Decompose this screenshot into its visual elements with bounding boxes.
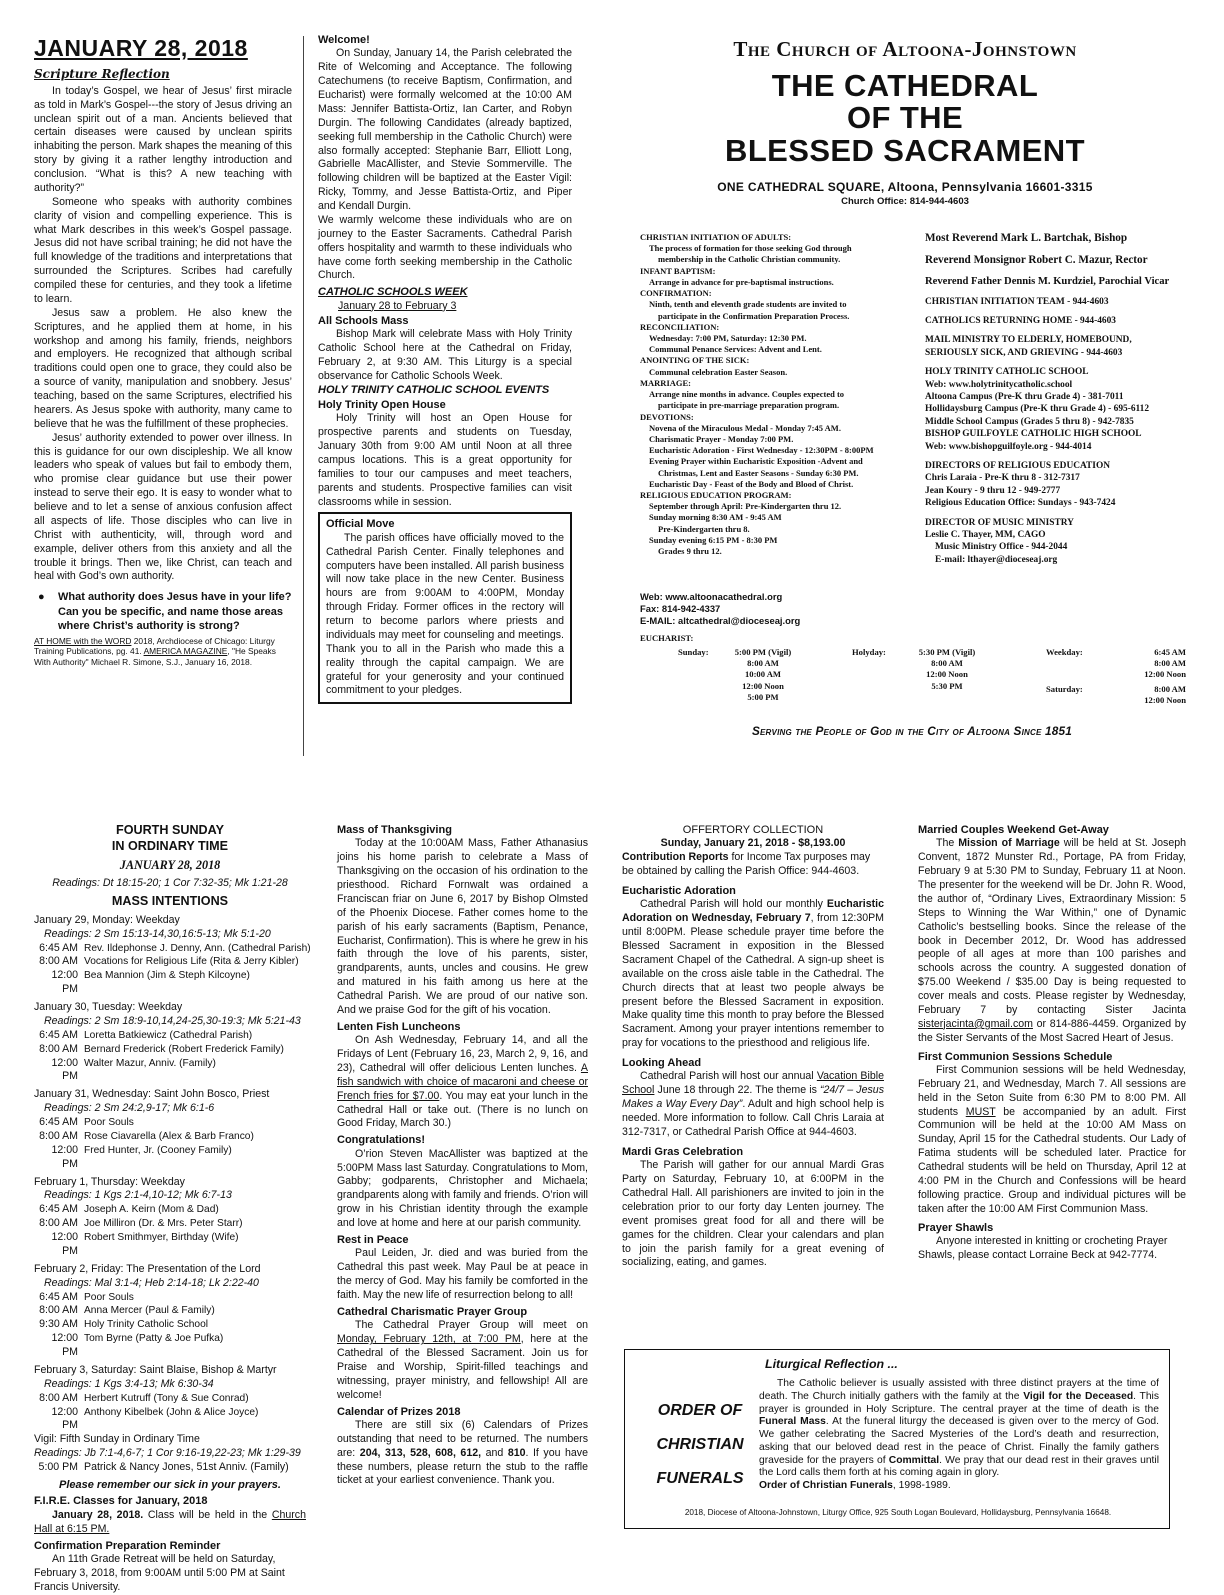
directory-line: Communal Penance Services: Advent and Lent. bbox=[649, 344, 822, 355]
mass-time: 8:00 AM bbox=[39, 955, 78, 968]
holyday-label: Holyday: bbox=[852, 647, 886, 657]
mass-time: 9:30 AM bbox=[39, 1318, 78, 1331]
serving-tagline: Serving the People of God in the City of Altoona Since 1851 bbox=[751, 724, 1073, 738]
directory-spacer bbox=[925, 308, 1205, 315]
sunday-mass-time: 5:00 PM (Vigil) bbox=[734, 647, 792, 657]
welcome-text-2: We warmly welcome these individuals who are on journey to the Easter Sacraments. Cathedral Parish offers hospitality and warmth to these individuals who have come forth seeking membership in the Catholic Church. bbox=[318, 213, 572, 282]
mass-intention bbox=[34, 1043, 306, 1057]
offertory-amount: Sunday, January 21, 2018 - $8,193.00 bbox=[660, 837, 846, 850]
directory-spacer bbox=[925, 453, 1205, 460]
open-house-text: Holy Trinity will host an Open House for prospective parents and students on Tuesday, January 30th from 9:00 AM until Noon at all three campus locations. This is a great opportunity for families to tour our campuses and meet teachers, parents and students. Prospective families can visit classrooms while in session. bbox=[318, 412, 572, 508]
directory-line: Communal celebration Easter Season. bbox=[649, 366, 788, 377]
mass-day bbox=[34, 1001, 306, 1084]
first-communion-title: First Communion Sessions Schedule bbox=[918, 1050, 1113, 1063]
mass-day-title: February 2, Friday: The Presentation of the Lord bbox=[34, 1262, 261, 1275]
mass-intention-name: Bea Mannion (Jim & Steph Kilcoyne) bbox=[84, 970, 250, 982]
weekday-mass-time: 6:45 AM bbox=[1154, 647, 1186, 657]
mass-day bbox=[34, 913, 311, 997]
welcome-column bbox=[318, 33, 572, 753]
diocese-name: The Church of Altoona-Johnstown bbox=[733, 37, 1077, 61]
parish-news-column bbox=[337, 823, 588, 1553]
staff-line: Web: www.bishopguilfoyle.org - 944-4014 bbox=[925, 441, 1092, 452]
reflection-paragraph: Jesus’ authority extended to power over illness. In this is guidance for our own discipleship. We all know leaders who speak of values but fail to embody them, who promise clear guidance but use their power instead to serve their ego. It is easy to wonder what to believe and to let a sense of anxious confusion affect all aspects of life. Those disciples who can live in Christ with authenticity, will, through word and example, deliver others from this anxiety and all the trouble it brings. Then we, like Christ, can teach and heal with God’s own authority. bbox=[34, 431, 292, 583]
mass-day-title: February 3, Saturday: Saint Blaise, Bishop & Martyr bbox=[34, 1363, 277, 1376]
mass-time: 12:00 PM bbox=[51, 1332, 78, 1359]
directory-spacer bbox=[925, 289, 1205, 296]
welcome-title: Welcome! bbox=[318, 34, 370, 46]
mass-intention-name: Vocations for Religious Life (Rita & Jerry Kibler) bbox=[84, 956, 299, 968]
mass-intentions-column bbox=[34, 823, 311, 1593]
mass-intention-name: Poor Souls bbox=[84, 1291, 134, 1303]
staff-line: CHRISTIAN INITIATION TEAM - 944-4603 bbox=[925, 296, 1109, 307]
liturgical-reflection-footer: 2018, Diocese of Altoona-Johnstown, Liturgy Office, 925 South Logan Boulevard, Hollidaysburg, Pennsylvania 16648. bbox=[684, 1508, 1112, 1517]
directory-heading: CHRISTIAN INITIATION OF ADULTS: bbox=[640, 232, 792, 242]
mass-intention bbox=[34, 1406, 306, 1434]
catholic-schools-week-dates: January 28 to February 3 bbox=[338, 299, 457, 312]
mass-time: 6:45 AM bbox=[39, 1203, 78, 1216]
directory-line: Arrange in advance for pre-baptismal instructions. bbox=[649, 276, 834, 287]
mass-time: 12:00 PM bbox=[51, 1143, 78, 1170]
directory-spacer bbox=[925, 327, 1205, 334]
staff-line: Leslie C. Thayer, MM, CAGO bbox=[925, 530, 1046, 541]
directory-line: Novena of the Miraculous Medal - Monday 7:45 AM. bbox=[649, 422, 841, 433]
directory-line: Pre-Kindergarten thru 8. bbox=[658, 523, 750, 534]
mass-day bbox=[34, 1364, 306, 1433]
mass-time: 12:00 PM bbox=[51, 1231, 78, 1257]
mass-time: 12:00 PM bbox=[51, 969, 78, 996]
directory-line: Grades 9 thru 12. bbox=[658, 546, 722, 557]
official-move-title: Official Move bbox=[326, 518, 395, 531]
directory-line: Ninth, tenth and eleventh grade students are invited to bbox=[649, 299, 847, 310]
staff-line: Most Reverend Mark L. Bartchak, Bishop bbox=[925, 232, 1128, 244]
sunday-title: FOURTH SUNDAY bbox=[116, 823, 224, 837]
directory-spacer bbox=[925, 246, 1205, 253]
catholic-schools-week-title: CATHOLIC SCHOOLS WEEK bbox=[318, 286, 468, 299]
mass-day bbox=[34, 1176, 306, 1259]
directory-heading: RELIGIOUS EDUCATION PROGRAM: bbox=[640, 490, 792, 501]
staff-line: SERIOUSLY SICK, AND GRIEVING - 944-4603 bbox=[925, 347, 1123, 358]
directory-line: The process of formation for those seeking God through bbox=[649, 243, 852, 254]
mass-intention bbox=[34, 1231, 306, 1259]
vigil-title: Vigil: Fifth Sunday in Ordinary Time bbox=[34, 1433, 200, 1446]
cathedral-name-line: OF THE bbox=[846, 100, 964, 136]
holyday-mass-time: 5:30 PM (Vigil) bbox=[918, 647, 976, 657]
sunday-title-2: IN ORDINARY TIME bbox=[111, 838, 229, 853]
staff-line: HOLY TRINITY CATHOLIC SCHOOL bbox=[925, 367, 1089, 378]
directory-heading: CONFIRMATION: bbox=[640, 288, 712, 299]
staff-line: E-mail: lthayer@dioceseaj.org bbox=[935, 554, 1058, 565]
staff-line: Religious Education Office: Sundays - 943-7424 bbox=[925, 498, 1116, 509]
directory-line: participate in the Confirmation Preparation Process. bbox=[658, 310, 850, 321]
mass-time: 6:45 AM bbox=[39, 1290, 78, 1303]
staff-line: Altoona Campus (Pre-K thru Grade 4) - 381-7011 bbox=[925, 391, 1124, 402]
mardi-gras-text: The Parish will gather for our annual Mardi Gras Party on Saturday, February 10, at 6:00PM in the Cathedral Hall. All parishioners are invited to join in the celebration prior to our forty day Lenten journey. The event promises great food for all and there will be games for the children. Clear your calendars and plan to join the parish family for a great evening of socializing, eating, and games. bbox=[622, 1159, 884, 1269]
parish-email: E-MAIL: altcathedral@dioceseaj.org bbox=[640, 615, 801, 627]
bulletin-date: JANUARY 28, 2018 bbox=[34, 35, 248, 61]
mass-intention bbox=[34, 1130, 306, 1144]
thanksgiving-title: Mass of Thanksgiving bbox=[337, 824, 452, 836]
staff-line: Hollidaysburg Campus (Pre-K thru Grade 4) - 695-6112 bbox=[925, 404, 1150, 415]
staff-line: DIRECTORS OF RELIGIOUS EDUCATION bbox=[925, 461, 1111, 471]
rest-in-peace-text: Paul Leiden, Jr. died and was buried from the Cathedral this past week. May Paul be at peace in the mercy of God. May his family be comforted in the faith. May the new life of resurrection belong to all! bbox=[337, 1247, 588, 1301]
mass-intention-name: Tom Byrne (Patty & Joe Pufka) bbox=[84, 1333, 224, 1345]
mass-intention-name: Rev. Ildephonse J. Denny, Ann. (Cathedral Parish) bbox=[84, 942, 311, 954]
mass-day-readings: Readings: Mal 3:1-4; Heb 2:14-18; Lk 2:22-40 bbox=[44, 1276, 259, 1289]
mass-intention bbox=[34, 1029, 306, 1043]
directory-heading: ANOINTING OF THE SICK: bbox=[640, 355, 750, 366]
calendar-prizes-title: Calendar of Prizes 2018 bbox=[337, 1405, 461, 1418]
fish-luncheon-title: Lenten Fish Luncheons bbox=[337, 1020, 461, 1033]
directory-line: participate in pre-marriage preparation program. bbox=[658, 400, 840, 411]
mass-day-title: February 1, Thursday: Weekday bbox=[34, 1175, 185, 1188]
holyday-mass-time: 5:30 PM bbox=[931, 680, 963, 691]
staff-line: Chris Laraia - Pre-K thru 8 - 312-7317 bbox=[925, 473, 1080, 484]
directory-spacer bbox=[925, 359, 1205, 366]
holyday-times bbox=[892, 647, 1002, 692]
mass-time: 8:00 AM bbox=[39, 1042, 78, 1055]
vigil-intention: 5:00 PM Patrick & Nancy Jones, 51st Anniv. (Family) bbox=[38, 1461, 289, 1474]
sunday-date: JANUARY 28, 2018 bbox=[119, 858, 221, 873]
saturday-times bbox=[1086, 684, 1186, 706]
adoration-text: Cathedral Parish will hold our monthly Eucharistic Adoration on Wednesday, February 7, from 12:30PM until 8:00PM. Please schedule prayer time before the Blessed Sacrament in exposition in the Blessed Sacrament Chapel of the Cathedral. A sign-up sheet is available on the cross aisle table in the Cathedral. The Church directs that at least two people always be present before the Blessed Sacrament in exposition. Make quality time this month to pray before the Blessed Sacrament. Among your prayer intentions remember to pray for vocations to the priesthood and religious life. bbox=[622, 898, 884, 1050]
congratulations-title: Congratulations! bbox=[337, 1134, 425, 1147]
welcome-text: On Sunday, January 14, the Parish celebrated the Rite of Welcoming and Acceptance. The following Catechumens (to receive Baptism, Confirmation, and Eucharist) were formally welcomed at the 10:00 AM Mass: Jennifer Battista-Ortiz, Ian Carter, and Robyn Durgin. The following Candidates (already baptized, seeking full membership in the Catholic Church) were also formally accepted: Stephanie Barr, Elliott Long, Gabrielle MacAllister, and Stevie Sommerville. The following children will be baptized at the Easter Vigil: Ricky, Tommy, and Jesse Battista-Ortiz, and Piper and Kendall Durgin. bbox=[318, 47, 572, 213]
mass-day-title: January 30, Tuesday: Weekday bbox=[34, 1001, 183, 1014]
funerals-label: ORDER OF CHRISTIAN FUNERALS bbox=[656, 1402, 744, 1487]
offertory-column bbox=[622, 823, 884, 1343]
directory-line: Eucharistic Day - Feast of the Body and Blood of Christ. bbox=[649, 478, 854, 489]
mass-time: 6:45 AM bbox=[39, 941, 78, 954]
offertory-title: OFFERTORY COLLECTION bbox=[682, 824, 824, 836]
looking-ahead-text: Cathedral Parish will host our annual Vacation Bible School June 18 through 22. The theme is “24/7 – Jesus Makes a Way Every Day”. Adult and high school help is needed. More information to follow. Call Chris Laraia at 312-7317, or Cathedral Parish Office at 944-4603. bbox=[622, 1070, 885, 1138]
directory-line: Sunday evening 6:15 PM - 8:30 PM bbox=[649, 534, 778, 545]
sunday-mass-time: 5:00 PM bbox=[747, 691, 779, 702]
mass-day-readings: Readings: 1 Kgs 3:4-13; Mk 6:30-34 bbox=[44, 1377, 214, 1390]
mass-time: 8:00 AM bbox=[39, 1304, 78, 1317]
married-couples-title: Married Couples Weekend Get-Away bbox=[918, 824, 1109, 836]
sunday-mass-time: 12:00 Noon bbox=[742, 680, 784, 691]
liturgical-reflection-title: Liturgical Reflection ... bbox=[765, 1357, 898, 1371]
directory-heading: INFANT BAPTISM: bbox=[640, 265, 716, 276]
mass-intention-name: Walter Mazur, Anniv. (Family) bbox=[84, 1057, 216, 1069]
reflection-paragraph: Jesus saw a problem. He also knew the Scriptures, and he applied them at home, in his workshop and among his family, friends, neighbors and employers. He recognized that although scribal traditions could open one to grace, they could also be a source of vanity, manipulation and snobbery. Jesus’ teaching, based on the same Scriptures, electrified his hearers. As Jesus spoke with authority, many came to believe that he was the fulfillment of these prophecies. bbox=[34, 306, 292, 430]
fish-luncheon-text: On Ash Wednesday, February 14, and all the Fridays of Lent (February 16, 23, March 2, 9, 16, and 23), Cathedral will offer delicious Lenten lunches. A fish sandwich with choice of macaroni and cheese or French fries for $7.00. You may eat your lunch in the Cathedral Hall or take out. (There is no lunch on Good Friday, March 30.) bbox=[337, 1034, 589, 1130]
mass-intention bbox=[34, 1144, 306, 1172]
calendar-prizes-text: There are still six (6) Calendars of Prizes outstanding that need to be returned. The numbers are: 204, 313, 528, 608, 612, and 810. If you have these numbers, please return the stub to the raffle ticket at your earliest convenience. Thank you. bbox=[337, 1418, 588, 1487]
directory-spacer bbox=[925, 268, 1205, 275]
first-communion-text: First Communion sessions will be held Wednesday, February 21, and Wednesday, March 7. All sessions are held in the Seton Suite from 6:30 PM to 8:00 PM. All students MUST be accompanied by an adult. First Communion will be held at the 10:00 AM Mass on Sunday, April 15 for the Cathedral students. Our Lady of Fatima students will be scheduled later. Practice for Cathedral students will be held on Thursday, April 12 at 4:00 PM in the Church and Confessions will be heard following practice. Group and individual pictures will be taken after the 10:00 AM First Communion Mass. bbox=[918, 1063, 1187, 1215]
mass-intention bbox=[34, 1304, 306, 1318]
prayer-group-title: Cathedral Charismatic Prayer Group bbox=[337, 1305, 528, 1318]
mardi-gras-title: Mardi Gras Celebration bbox=[622, 1145, 744, 1158]
staff-line: Middle School Campus (Grades 5 thru 8) - 942-7835 bbox=[925, 416, 1134, 427]
sunday-mass-time: 8:00 AM bbox=[747, 658, 779, 669]
mass-intention bbox=[34, 1116, 306, 1130]
mass-day bbox=[34, 1088, 306, 1171]
thanksgiving-text: Today at the 10:00AM Mass, Father Athanasius joins his home parish to celebrate a Mass of Thanksgiving on the occasion of his ordination to the priesthood. Richard Fornwalt was ordained a Franciscan friar on June 6, 2017 by Bishop Olmsted of the Phoenix Diocese. Father comes home to the parish of his early sacraments (Baptism, Penance, Eucharist, Confirmation). This is where he grew in his faith through the love of his parents, sister, grandparents, aunts, uncles and cousins. He grew and matured in his faith among us here at the Cathedral Parish. We are proud of our native son. And we praise God for the gift of his vocation. bbox=[337, 837, 588, 1016]
mass-day bbox=[34, 1263, 306, 1360]
weekday-times bbox=[1086, 647, 1186, 681]
mass-time: 8:00 AM bbox=[39, 1217, 78, 1230]
mass-intention-name: Fred Hunter, Jr. (Cooney Family) bbox=[84, 1144, 232, 1156]
mass-intentions-list bbox=[34, 913, 311, 1434]
prayer-group-text: The Cathedral Prayer Group will meet on Monday, February 12th, at 7:00 PM, here at the Cathedral of the Blessed Sacrament. Join us for Praise and Worship, Spirit-filled teachings and witnessing, prayer ministry, and fellowship! All are welcome! bbox=[337, 1319, 588, 1401]
sunday-readings: Readings: Dt 18:15-20; 1 Cor 7:32-35; Mk 1:21-28 bbox=[52, 877, 288, 890]
liturgical-reflection-box bbox=[624, 1349, 1170, 1529]
mass-intention bbox=[34, 1392, 306, 1406]
staff-line: DIRECTOR OF MUSIC MINISTRY bbox=[925, 517, 1074, 528]
cathedral-address: ONE CATHEDRAL SQUARE, Altoona, Pennsylvania 16601-3315 bbox=[717, 180, 1093, 195]
prayer-shawls-text: Anyone interested in knitting or crocheting Prayer Shawls, please contact Lorraine Beck at 942-7774. bbox=[918, 1234, 1168, 1261]
fire-classes-title: F.I.R.E. Classes for January, 2018 bbox=[34, 1495, 208, 1508]
mass-intention bbox=[34, 969, 306, 997]
directory-line: Arrange nine months in advance. Couples expected to bbox=[649, 389, 845, 400]
directory-line: September through April: Pre-Kindergarten thru 12. bbox=[649, 501, 842, 512]
saturday-mass-time: 12:00 Noon bbox=[1144, 695, 1186, 706]
directory-line: Evening Prayer within Eucharistic Exposition -Advent and bbox=[649, 456, 863, 467]
adoration-title: Eucharistic Adoration bbox=[622, 885, 736, 898]
weekday-label: Weekday: bbox=[1046, 647, 1083, 657]
staff-line: Jean Koury - 9 thru 12 - 949-2777 bbox=[925, 485, 1061, 496]
mass-intention bbox=[34, 1203, 306, 1217]
all-schools-mass-text: Bishop Mark will celebrate Mass with Holy Trinity Catholic School here at the Cathedral on Friday, February 2, at 9:30 AM. This Liturgy is a special observance for Catholic Schools Week. bbox=[318, 327, 572, 382]
holyday-mass-time: 8:00 AM bbox=[931, 658, 963, 669]
mass-time: 6:45 AM bbox=[39, 1116, 78, 1129]
mass-intention-name: Anthony Kibelbek (John & Alice Joyce) bbox=[84, 1406, 259, 1418]
mass-intention-name: Joseph A. Keirn (Mom & Dad) bbox=[84, 1204, 219, 1216]
married-couples-text: The Mission of Marriage will be held at St. Joseph Convent, 1872 Munster Rd., Portage, PA from Friday, February 9 at 5:30 PM to Sunday, February 11 at Noon. The presenter for the weekend will be Dr. John R. Wood, the author of, “Ordinary Lives, Extraordinary Mission: 5 Steps to Winning the War Within,” one of Dynamic Catholic’s bestselling books. Since the release of the book in December 2012, Dr. Wood has addressed people of all ages at more than 100 parishes and schools across the country. A suggested donation of $75.00 Weekend / $35.00 Day is being requested to cover meals and costs. Please register by Wednesday, February 7 by contacting Sister Jacinta sisterjacinta@gmail.com or 814-886-4459. Organized by the Sister Servants of the Most Sacred Heart of Jesus. bbox=[918, 837, 1186, 1044]
rest-in-peace-title: Rest in Peace bbox=[337, 1233, 409, 1246]
cathedral-name-line: BLESSED SACRAMENT bbox=[725, 133, 1085, 169]
mass-intention bbox=[34, 955, 306, 969]
official-move-box bbox=[318, 512, 572, 704]
mass-time: 8:00 AM bbox=[39, 1391, 78, 1404]
saturday-label: Saturday: bbox=[1046, 684, 1083, 694]
mass-intention-name: Anna Mercer (Paul & Family) bbox=[84, 1305, 215, 1317]
mass-intention-name: Joe Milliron (Dr. & Mrs. Peter Starr) bbox=[84, 1218, 243, 1230]
directory-line: Wednesday: 7:00 PM, Saturday: 12:30 PM. bbox=[649, 332, 807, 343]
mass-day-readings: Readings: 2 Sm 15:13-14,30,16:5-13; Mk 5:1-20 bbox=[44, 927, 271, 940]
mass-intention-name: Robert Smithmyer, Birthday (Wife) bbox=[84, 1232, 239, 1244]
staff-line: BISHOP GUILFOYLE CATHOLIC HIGH SCHOOL bbox=[925, 429, 1142, 440]
mass-day-title: January 29, Monday: Weekday bbox=[34, 913, 180, 926]
mass-intention bbox=[34, 1318, 306, 1332]
saturday-mass-time: 8:00 AM bbox=[1154, 684, 1186, 694]
parish-contact bbox=[640, 591, 930, 631]
prayer-shawls-title: Prayer Shawls bbox=[918, 1221, 994, 1234]
remember-sick: Please remember our sick in your prayers. bbox=[59, 1478, 281, 1491]
official-move-text: The parish offices have officially moved to the Cathedral Parish Center. Finally telephones and computers have been installed. All parish business will now take place in the new Center. Business hours are from 9:00AM to 4:00PM, Monday through Friday. Former offices in the rectory will return to become parlors where priests and individuals may meet for counseling and meetings. Thank you to all in the Parish who made this a reality through the capital campaign. We are grateful for your generosity and your continued commitment to your pledges. bbox=[326, 531, 564, 697]
eucharist-label: EUCHARIST: bbox=[640, 633, 694, 643]
parish-website: Web: www.altoonacathedral.org bbox=[640, 591, 783, 602]
staff-line: Reverend Monsignor Robert C. Mazur, Rector bbox=[925, 253, 1148, 266]
mass-time: 8:00 AM bbox=[39, 1129, 78, 1142]
mass-intention-name: Holy Trinity Catholic School bbox=[84, 1319, 208, 1331]
cathedral-name-line: THE CATHEDRAL bbox=[771, 67, 1039, 103]
confirmation-text: An 11th Grade Retreat will be held on Saturday, February 3, 2018, from 9:00AM until 5:00 PM at Saint Francis University. bbox=[34, 1552, 285, 1593]
looking-ahead-title: Looking Ahead bbox=[622, 1057, 702, 1070]
events-column bbox=[918, 823, 1186, 1343]
mass-intention bbox=[34, 1291, 306, 1305]
staff-line: CATHOLICS RETURNING HOME - 944-4603 bbox=[925, 315, 1116, 326]
scripture-reflection-heading: Scripture Reflection bbox=[34, 67, 170, 82]
all-schools-mass-title: All Schools Mass bbox=[318, 314, 409, 327]
holy-trinity-events-title: HOLY TRINITY CATHOLIC SCHOOL EVENTS bbox=[318, 384, 550, 397]
reflection-paragraph: In today’s Gospel, we hear of Jesus’ first miracle as told in Mark’s Gospel---the story of Jesus driving an unclean spirit out of a man. Ancients believed that certain diseases were caused by unclean spirits inhabiting the person. Mark shapes the meaning of this story by giving it a rather lengthy introduction and conclusion. “What is this? A new teaching with authority?” bbox=[34, 84, 292, 194]
directory-line: Christmas, Lent and Easter Seasons - Sunday 6:30 PM. bbox=[658, 467, 859, 478]
sunday-times bbox=[708, 647, 818, 703]
directory-heading: MARRIAGE: bbox=[640, 377, 691, 388]
fire-classes-text: January 28, 2018. Class will be held in the Church Hall at 6:15 PM. bbox=[34, 1508, 306, 1535]
sunday-label: Sunday: bbox=[678, 647, 709, 657]
congratulations-text: O’rion Steven MacAllister was baptized at the 5:00PM Mass last Saturday. Congratulations to Mom, Gabby; godparents, Christopher and Michaela; grandparents along with family and friends. O’rion will grow in his Christian identity through the example and love at home and here at our parish community. bbox=[337, 1147, 588, 1230]
church-office-phone: Church Office: 814-944-4603 bbox=[841, 195, 969, 207]
directory-line: membership in the Catholic Christian community. bbox=[658, 254, 841, 265]
mass-intention bbox=[34, 1332, 306, 1360]
reflection-paragraph: Someone who speaks with authority combines clarity of vision and compelling experience. This is what Mark describes in this week’s Gospel passage. Jesus did not have scribal training; he did not have the full knowledge of the traditions and interpretations that surrounded the Scriptures. Scribes had carefully compiled these for centuries, and they took a lifetime to learn. bbox=[34, 195, 292, 305]
eucharist-schedule bbox=[640, 633, 1210, 713]
weekday-mass-time: 8:00 AM bbox=[1154, 658, 1186, 669]
open-house-title: Holy Trinity Open House bbox=[318, 398, 446, 411]
directory-spacer bbox=[925, 510, 1205, 517]
mass-intention bbox=[34, 1217, 306, 1231]
parish-services-directory bbox=[640, 232, 930, 577]
mass-intention-name: Bernard Frederick (Robert Frederick Family) bbox=[84, 1043, 284, 1055]
mass-intentions-title: MASS INTENTIONS bbox=[111, 894, 229, 909]
mass-time: 12:00 PM bbox=[51, 1405, 78, 1432]
directory-line: Sunday morning 8:30 AM - 9:45 AM bbox=[649, 512, 782, 523]
mass-time: 12:00 PM bbox=[51, 1056, 78, 1083]
holyday-mass-time: 12:00 Noon bbox=[926, 669, 968, 680]
mass-intention-name: Rose Ciavarella (Alex & Barb Franco) bbox=[84, 1130, 254, 1142]
scripture-reflection-column bbox=[34, 33, 292, 763]
vigil-readings: Readings: Jb 7:1-4,6-7; 1 Cor 9:16-19,22-23; Mk 1:29-39 bbox=[34, 1447, 301, 1460]
staff-line: Reverend Father Dennis M. Kurdziel, Parochial Vicar bbox=[925, 275, 1170, 287]
mass-intention-name: Herbert Kutruff (Tony & Sue Conrad) bbox=[84, 1392, 249, 1404]
mass-day-readings: Readings: 2 Sm 24:2,9-17; Mk 6:1-6 bbox=[44, 1102, 215, 1115]
staff-line: MAIL MINISTRY TO ELDERLY, HOMEBOUND, bbox=[925, 335, 1132, 346]
liturgical-reflection-text: The Catholic believer is usually assisted with three distinct prayers at the time of death. The Church initially gathers with the family at the Vigil for the Deceased. This prayer is grounded in Holy Scripture. The central prayer at the time of death is the Funeral Mass. At the funeral liturgy the deceased is given over to the mercy of God. We gather celebrating the Sacred Mysteries of the Lord’s death and resurrection, asking that our beloved dead rest in the peace of Christ. Finally the family gathers graveside for the prayers of Committal. We pray that our dead rest in their graves until the Lord calls them forth at his coming again in glory. Order of Christian Funerals, 1998-1989. bbox=[759, 1378, 1159, 1492]
confirmation-title: Confirmation Preparation Reminder bbox=[34, 1539, 221, 1552]
directory-line: Eucharistic Adoration - First Wednesday - 12:30PM - 8:00PM bbox=[649, 445, 874, 456]
directory-heading: RECONCILIATION: bbox=[640, 321, 720, 332]
directory-line: Charismatic Prayer - Monday 7:00 PM. bbox=[649, 433, 794, 444]
parish-fax: Fax: 814-942-4337 bbox=[640, 603, 721, 615]
reflection-citation: AT HOME with the WORD 2018, Archdiocese of Chicago: Liturgy Training Publications, pg. 41. AMERICA MAGAZINE, "He Speaks With Authority" Michael R. Simone, S.J., January 16, 2018. bbox=[34, 635, 276, 667]
sunday-mass-time: 10:00 AM bbox=[744, 669, 782, 680]
mass-time: 6:45 AM bbox=[39, 1028, 78, 1041]
directory-heading: DEVOTIONS: bbox=[640, 411, 694, 422]
column-divider bbox=[303, 36, 304, 756]
mass-intention-name: Poor Souls bbox=[84, 1117, 134, 1129]
mass-intention bbox=[34, 1057, 306, 1085]
cathedral-masthead bbox=[610, 36, 1200, 216]
mass-day-title: January 31, Wednesday: Saint John Bosco, Priest bbox=[34, 1088, 270, 1101]
contribution-reports-text: Contribution Reports for Income Tax purposes may be obtained by calling the Parish Office: 944-4603. bbox=[622, 851, 871, 878]
mass-day-readings: Readings: 1 Kgs 2:1-4,10-12; Mk 6:7-13 bbox=[44, 1189, 232, 1202]
reflection-question: ● What authority does Jesus have in your life? Can you be specific, and name those areas where Christ’s authority is strong? bbox=[34, 590, 292, 633]
mass-intention-name: Loretta Batkiewicz (Cathedral Parish) bbox=[84, 1029, 253, 1041]
mass-day-readings: Readings: 2 Sm 18:9-10,14,24-25,30-19:3; Mk 5:21-43 bbox=[44, 1014, 301, 1027]
staff-line: Music Ministry Office - 944-2044 bbox=[935, 542, 1068, 553]
mass-intention bbox=[34, 941, 311, 956]
staff-line: Web: www.holytrinitycatholic.school bbox=[925, 379, 1073, 390]
staff-directory bbox=[925, 231, 1205, 631]
weekday-mass-time: 12:00 Noon bbox=[1144, 669, 1186, 680]
